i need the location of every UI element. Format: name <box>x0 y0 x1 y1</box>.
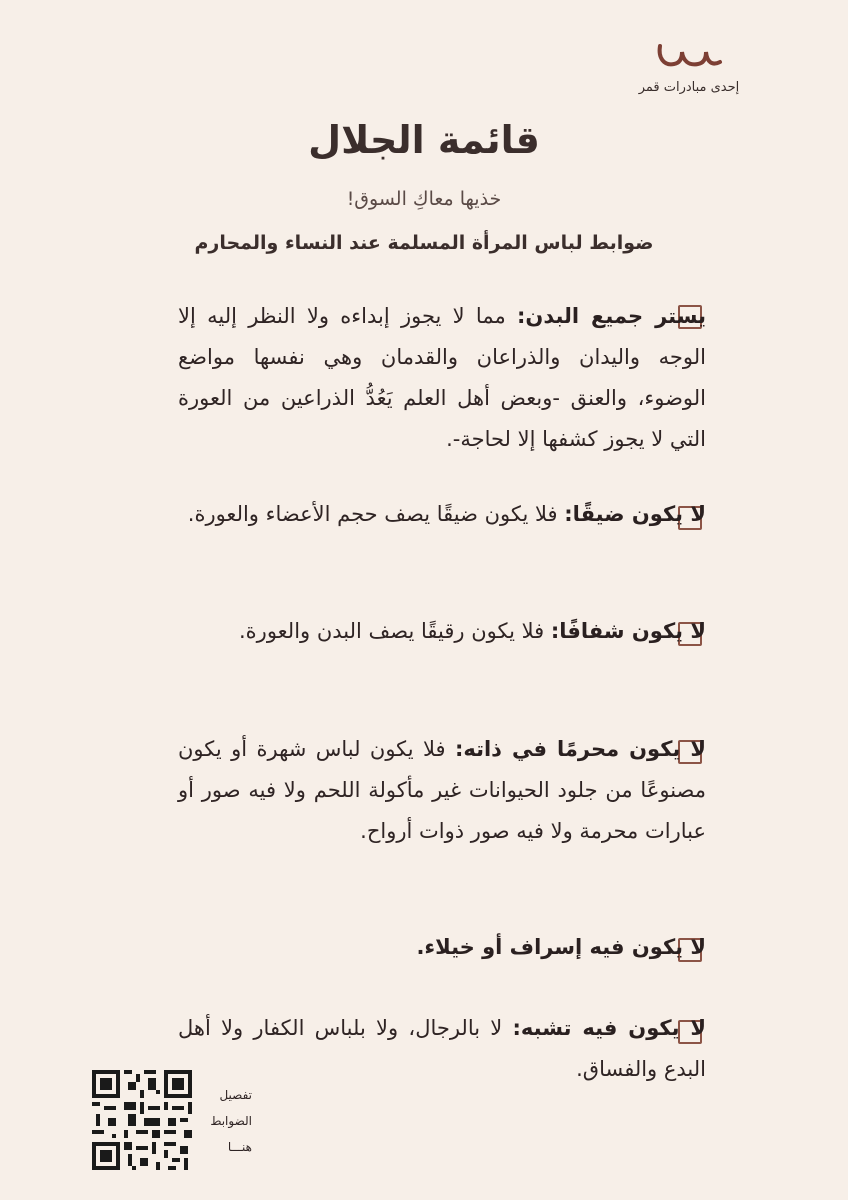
list-item <box>178 296 706 460</box>
item-text: لا بالرجال، ولا بلباس الكفار ولا أهل البدع والفساق. <box>178 1016 706 1081</box>
item-lead: لا يكون محرمًا في ذاته: <box>454 737 706 761</box>
page-subtitle: خذيها معاكِ السوق! <box>346 188 502 210</box>
item-text: فلا يكون ضيقًا يصف حجم الأعضاء والعورة. <box>187 502 565 526</box>
list-item <box>178 927 706 968</box>
qr-caption <box>192 1082 252 1160</box>
qamar-logo-icon <box>654 40 724 76</box>
item-lead: لا يكون فيه إسراف أو خيلاء. <box>416 935 706 959</box>
list-item <box>178 494 706 535</box>
item-text: فلا يكون رقيقًا يصف البدن والعورة. <box>239 619 551 643</box>
qr-caption-line-2: الضوابط <box>210 1114 252 1128</box>
qr-caption-line-1: تفصيل <box>219 1088 252 1102</box>
qr-code-icon[interactable] <box>92 1070 192 1170</box>
brand-tagline: إحدى مبادرات قمر <box>638 80 740 95</box>
brand-logo <box>614 40 764 95</box>
qr-caption-line-3: هنـــا <box>227 1140 252 1154</box>
list-item <box>178 729 706 852</box>
item-lead: لا يكون ضيقًا: <box>564 502 706 526</box>
list-item <box>178 611 706 652</box>
section-heading: ضوابط لباس المرأة المسلمة عند النساء والمحارم <box>194 232 654 254</box>
item-lead: لا يكون فيه تشبه: <box>512 1016 706 1040</box>
item-text: مما لا يجوز إبداءه ولا النظر إليه إلا الوجه واليدان والذراعان والقدمان وهي نفسها مواضع الوضوء، والعنق -وبعض أهل العلم يَعُدُّ الذراعين من العورة التي لا يجوز كشفها إلا لحاجة-. <box>178 304 706 451</box>
item-text: فلا يكون لباس شهرة أو يكون مصنوعًا من جلود الحيوانات غير مأكولة اللحم ولا فيه صور أو عبارات محرمة ولا فيه صور ذوات أرواح. <box>178 737 706 843</box>
list-item <box>178 1008 706 1090</box>
page-title: قائمة الجلال <box>308 118 540 162</box>
item-lead: يستر جميع البدن: <box>517 304 706 328</box>
item-lead: لا يكون شفافًا: <box>550 619 706 643</box>
